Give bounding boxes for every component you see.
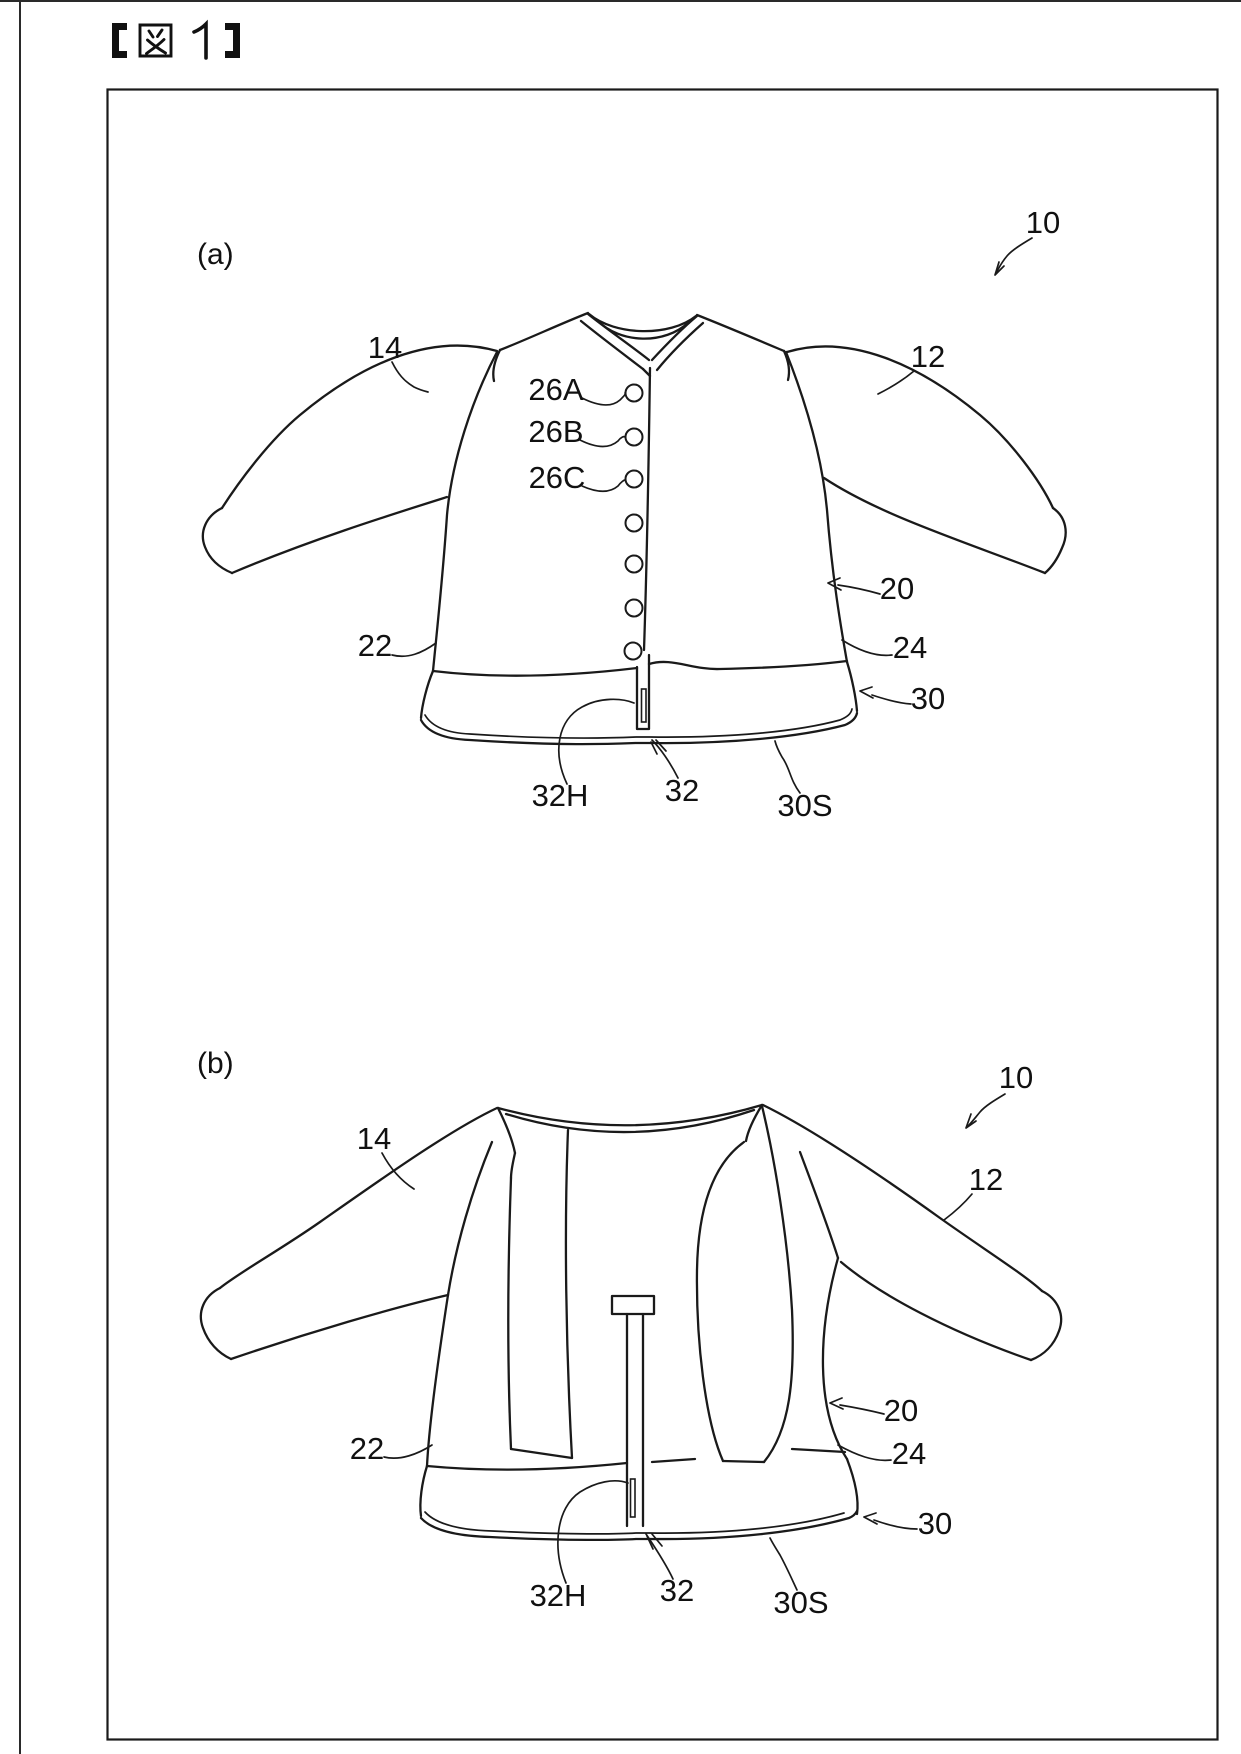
hem-slit-32H-a	[642, 689, 647, 722]
leader-lines-b	[382, 1094, 1005, 1590]
figure-title-glyphs	[112, 23, 240, 58]
ref-label-14-a: 14	[367, 330, 403, 365]
hem-slit-32H-b	[631, 1479, 636, 1517]
buttons-26	[625, 385, 643, 660]
ref-label-10-b: 10	[998, 1060, 1034, 1095]
ref-label-32-a: 32	[664, 773, 700, 808]
button-26	[626, 600, 643, 617]
ref-label-12-b: 12	[968, 1162, 1004, 1197]
ref-label-20-b: 20	[883, 1393, 919, 1428]
button-26C	[626, 471, 643, 488]
button-26B	[626, 429, 643, 446]
ref-label-26A-a: 26A	[528, 372, 584, 407]
ref-label-30-a: 30	[910, 681, 946, 716]
ref-label-26C-a: 26C	[528, 460, 586, 495]
ref-label-20-a: 20	[879, 571, 915, 606]
ref-label-22-b: 22	[349, 1431, 385, 1466]
ref-label-22-a: 22	[357, 628, 393, 663]
ref-label-12-a: 12	[910, 339, 946, 374]
ref-label-32H-b: 32H	[529, 1578, 587, 1613]
right-lenticular-bracket	[225, 23, 240, 58]
button-26A	[626, 385, 643, 402]
ref-label-26B-a: 26B	[528, 414, 584, 449]
reference-labels-b	[350, 1060, 1033, 1620]
button-26	[626, 556, 643, 573]
ref-label-24-b: 24	[891, 1436, 927, 1471]
left-lenticular-bracket	[112, 23, 127, 58]
button-26	[626, 515, 643, 532]
ref-label-24-a: 24	[892, 630, 928, 665]
figure-a-tag: (a)	[197, 238, 234, 271]
ref-label-30S-b: 30S	[773, 1585, 829, 1620]
figure-b-tag: (b)	[197, 1047, 234, 1080]
ref-label-10-a: 10	[1025, 205, 1061, 240]
ref-label-30-b: 30	[917, 1506, 953, 1541]
kanji-zu-glyph	[140, 25, 171, 56]
figure-b	[197, 1047, 1061, 1620]
figure-a	[197, 205, 1066, 823]
button-26	[625, 643, 642, 660]
ref-label-32-b: 32	[659, 1573, 695, 1608]
ref-label-30S-a: 30S	[777, 788, 833, 823]
ref-label-14-b: 14	[356, 1121, 392, 1156]
jacket-open-drawing	[201, 1105, 1061, 1549]
reference-labels-a	[358, 205, 1060, 823]
digit-one-glyph	[194, 24, 206, 58]
ref-label-32H-a: 32H	[531, 778, 589, 813]
